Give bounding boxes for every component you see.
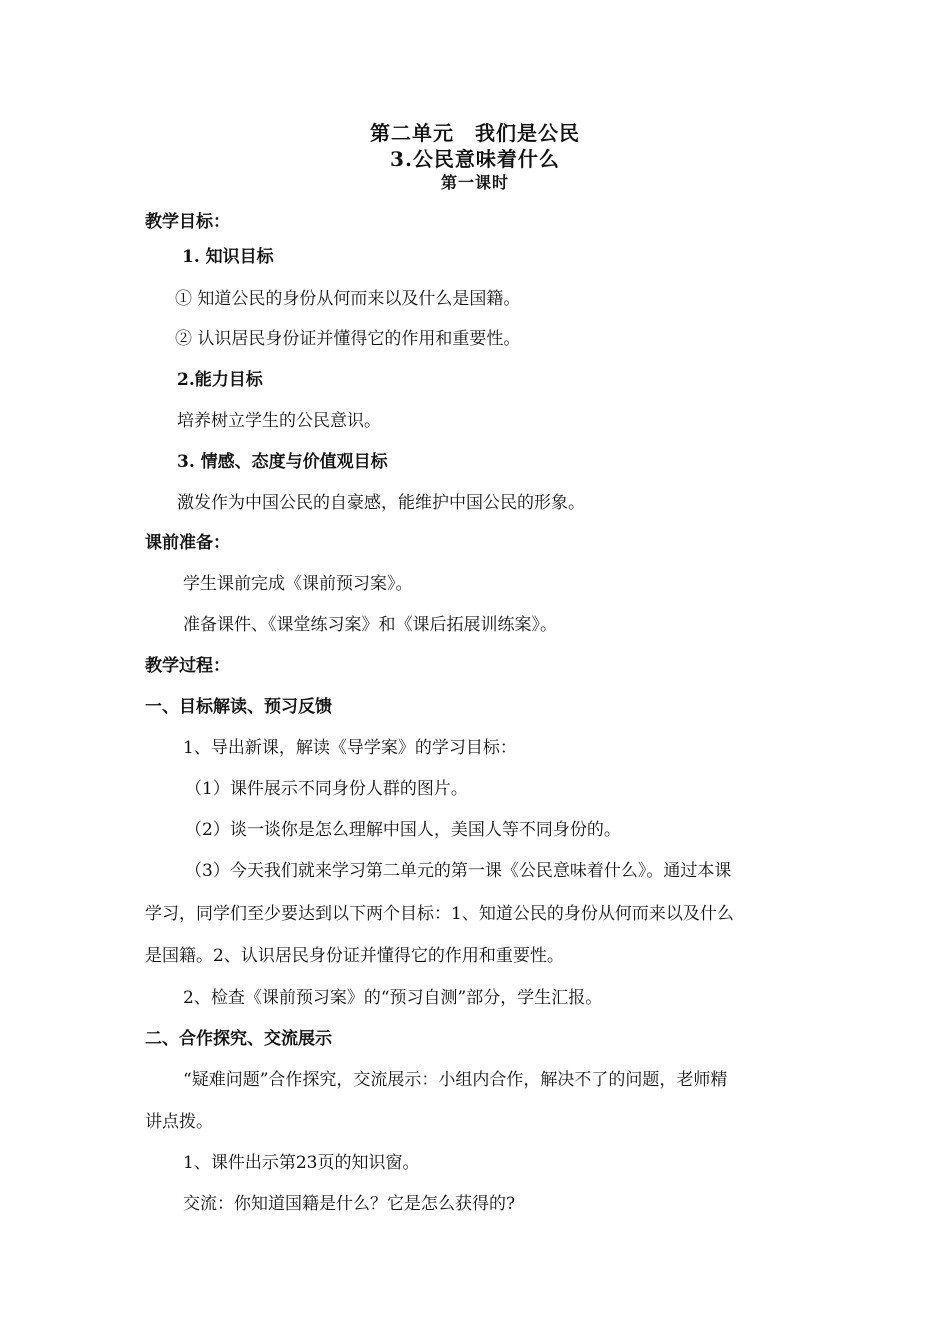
part1-item-2: （1）课件展示不同身份人群的图片。 — [185, 779, 468, 799]
knowledge-heading: 1. 知识目标 — [182, 247, 274, 267]
part2-item-3: 交流：你知道国籍是什么？它是怎么获得的? — [183, 1194, 516, 1214]
period-title: 第一课时 — [440, 173, 509, 192]
part2-item-1b: 讲点拨。 — [145, 1112, 213, 1132]
part1-item-4b: 学习，同学们至少要达到以下两个目标：1、知道公民的身份从何而来以及什么 — [145, 904, 734, 924]
emotion-item-1: 激发作为中国公民的自豪感，能维护中国公民的形象。 — [177, 493, 585, 513]
goals-heading: 教学目标： — [145, 212, 230, 232]
part1-heading: 一、目标解读、预习反馈 — [145, 697, 332, 717]
prep-heading: 课前准备： — [145, 533, 230, 553]
knowledge-item-1: ① 知道公民的身份从何而来以及什么是国籍。 — [175, 289, 521, 309]
part2-item-1a: “疑难问题”合作探究，交流展示：小组内合作，解决不了的问题，老师精 — [183, 1070, 728, 1090]
part1-item-5: 2、检查《课前预习案》的“预习自测”部分，学生汇报。 — [183, 988, 603, 1008]
part1-item-4c: 是国籍。2、认识居民身份证并懂得它的作用和重要性。 — [145, 946, 564, 966]
title-block — [0, 120, 950, 194]
part1-item-4a: （3）今天我们就来学习第二单元的第一课《公民意味着什么》。通过本课 — [185, 861, 732, 881]
part2-heading: 二、合作探究、交流展示 — [145, 1029, 332, 1049]
unit-title: 第二单元 我们是公民 — [370, 121, 580, 145]
knowledge-item-2: ② 认识居民身份证并懂得它的作用和重要性。 — [175, 329, 521, 349]
ability-item-1: 培养树立学生的公民意识。 — [177, 411, 381, 431]
prep-item-2: 准备课件、《课堂练习案》和《课后拓展训练案》。 — [183, 615, 557, 635]
part1-item-1: 1、导出新课，解读《导学案》的学习目标： — [183, 738, 517, 758]
ability-heading: 2.能力目标 — [177, 370, 263, 390]
process-heading: 教学过程： — [145, 656, 230, 676]
part1-item-3: （2）谈一谈你是怎么理解中国人，美国人等不同身份的。 — [185, 820, 621, 840]
part2-item-2: 1、课件出示第23页的知识窗。 — [183, 1153, 420, 1173]
lesson-title: 3.公民意味着什么 — [390, 147, 560, 171]
prep-item-1: 学生课前完成《课前预习案》。 — [183, 574, 413, 594]
emotion-heading: 3. 情感、态度与价值观目标 — [177, 452, 388, 472]
